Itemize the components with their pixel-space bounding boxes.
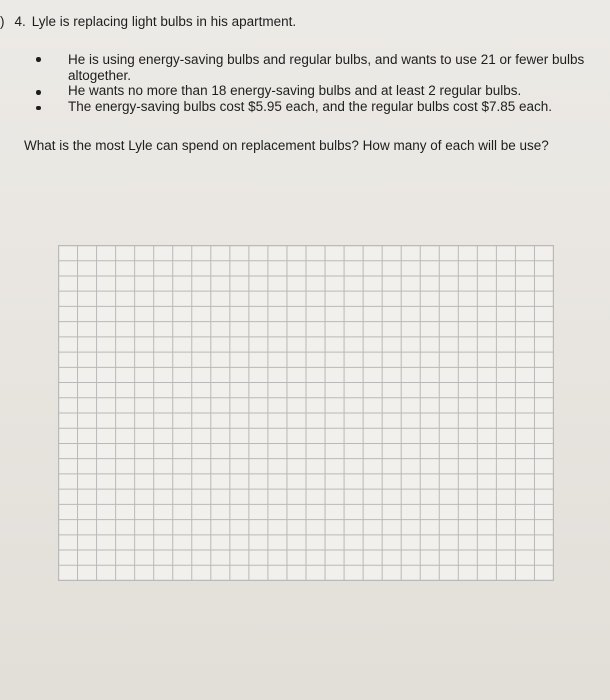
graph-paper [58, 245, 554, 581]
question-number: 4. [14, 14, 26, 29]
bullet-text: The energy-saving bulbs cost $5.95 each, and the regular bulbs cost $7.85 each. [68, 98, 553, 114]
list-item [28, 99, 603, 115]
condition-list [28, 52, 603, 114]
question-paren: ) [0, 14, 5, 29]
bullet-text: He is using energy-saving bulbs and regular bulbs, and wants to use 21 or fewer bulbs altogether. [68, 52, 585, 83]
list-item [28, 52, 603, 83]
question-header [0, 14, 296, 29]
question-text: Lyle is replacing light bulbs in his apartment. [31, 14, 297, 29]
bullet-icon [36, 106, 41, 111]
graph-grid [58, 245, 554, 581]
list-item [28, 83, 603, 99]
bullet-icon [36, 90, 41, 95]
bullet-text: He wants no more than 18 energy-saving bulbs and at least 2 regular bulbs. [68, 83, 522, 98]
question-prompt: What is the most Lyle can spend on replacement bulbs? How many of each will be use? [24, 138, 549, 153]
bullet-icon [36, 57, 41, 62]
